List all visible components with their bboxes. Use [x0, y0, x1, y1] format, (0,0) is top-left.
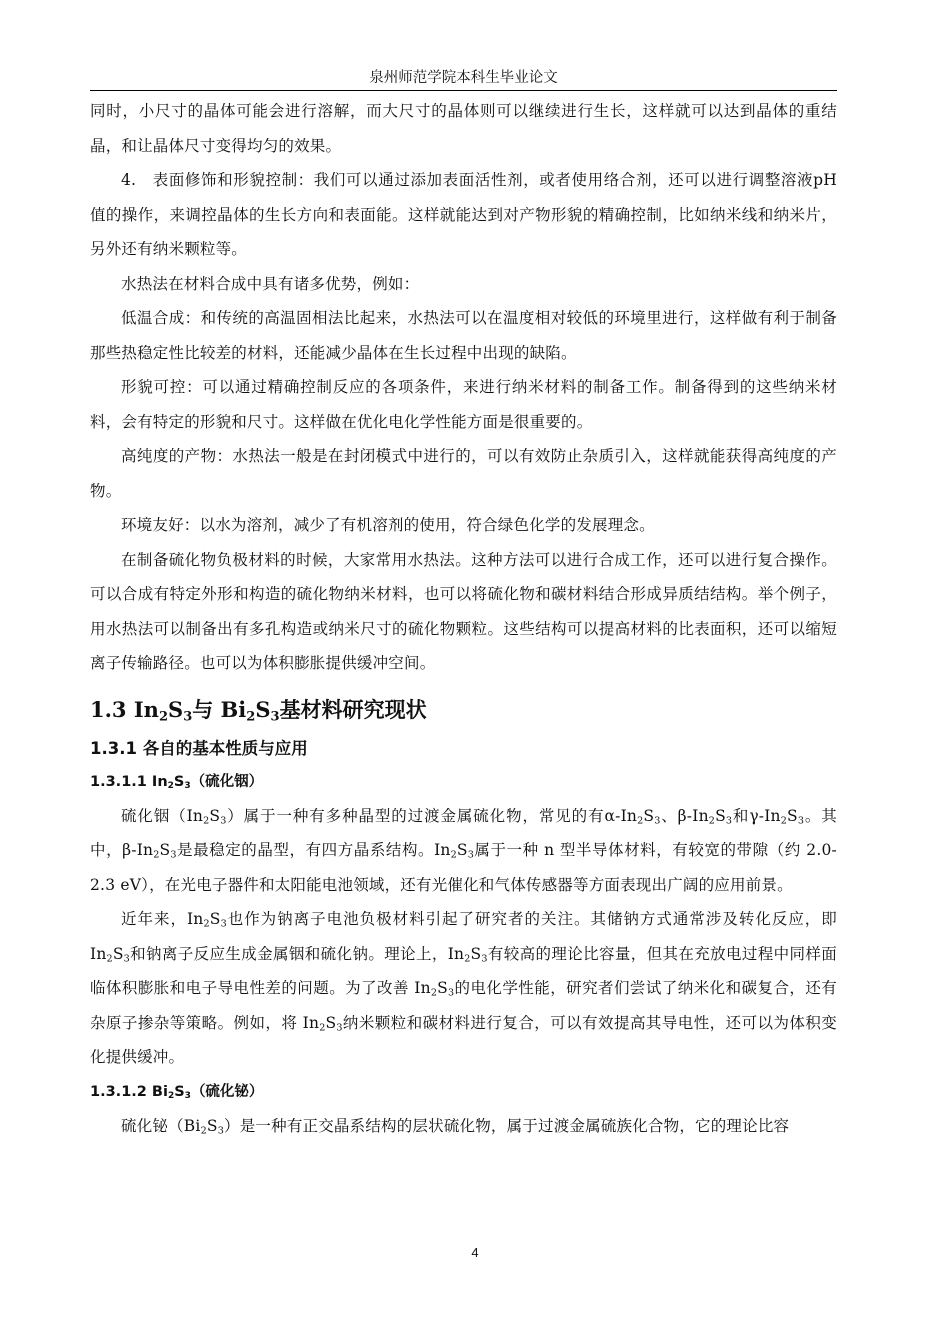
page-number: 4 [471, 1245, 479, 1260]
heading-text: 1.3.1.2 Bi [90, 1083, 168, 1100]
subscript: 3 [654, 814, 661, 826]
subscript: 3 [183, 708, 193, 724]
text-run: 的电化学性能，研究者们尝试了纳米化和碳复合，还有杂原子掺杂等策略。例如，将 In [90, 979, 837, 1032]
text-run: ）是一种有正交晶系结构的层状硫化物，属于过渡金属硫族化合物，它的理论比容 [224, 1116, 790, 1135]
subscript: 3 [184, 780, 191, 791]
text-run: 。其中，β-In [90, 806, 837, 859]
subscript: 2 [246, 708, 256, 724]
paragraph: 水热法在材料合成中具有诸多优势，例如： [121, 274, 420, 293]
text-run: S [470, 944, 482, 963]
text-run: S [209, 910, 221, 928]
subscript: 2 [153, 849, 160, 861]
text-run: S [437, 979, 448, 997]
subscript: 2 [780, 814, 788, 826]
subscript: 3 [217, 1124, 225, 1136]
subscript: 2 [319, 1021, 326, 1033]
text-run: 硫化铋（Bi [121, 1116, 201, 1135]
heading-text: 1.3.1.1 In [90, 773, 168, 790]
text-run: S [715, 806, 726, 825]
paragraph: 高纯度的产物：水热法一般是在封闭模式中进行的，可以有效防止杂质引入，这样就能获得高纯度的产物。 [90, 447, 837, 500]
text-run: 近年来，In [121, 910, 204, 928]
heading-text: In [133, 696, 159, 722]
subscript: 3 [220, 814, 227, 826]
heading-text: （硫化铋） [190, 1083, 264, 1100]
subscript: 3 [220, 918, 227, 930]
paragraph: 环境友好：以水为溶剂，减少了有机溶剂的使用，符合绿色化学的发展理念。 [121, 516, 655, 534]
heading-text: 基材料研究现状 [279, 696, 427, 722]
text-run: S [112, 944, 124, 963]
subscript: 2 [167, 1090, 175, 1101]
text-run: 属于一种 n 型半导体材料，有较宽的带隙（约 2.0-2.3 eV），在光电子器件和太阳能电池领域，还有光催化和气体传感器等方面表现出广阔的应用前景。 [90, 841, 837, 894]
section-heading-1-3-1-2 [90, 1079, 837, 1105]
section-heading-1-3-1-1 [90, 769, 837, 795]
subscript: 2 [106, 952, 113, 964]
subscript: 3 [170, 849, 177, 861]
heading-text: 1.3 [90, 696, 134, 722]
text-run: 、β-In [660, 806, 709, 825]
paragraph [90, 902, 837, 1075]
subscript: 3 [481, 952, 488, 964]
heading-text: S [173, 773, 185, 790]
text-run: S [325, 1013, 337, 1032]
page-content [90, 94, 837, 1143]
heading-text: S [168, 696, 184, 722]
paragraph: 形貌可控：可以通过精确控制反应的各项条件，来进行纳米材料的制备工作。制备得到的这些纳米材料，会有特定的形貌和尺寸。这样做在优化电化学性能方面是很重要的。 [90, 378, 837, 431]
text-run: 硫化铟（In [121, 806, 204, 825]
paragraph [90, 799, 837, 903]
text-run: S [787, 806, 798, 825]
heading-text: S [255, 696, 271, 722]
subscript: 2 [430, 987, 438, 999]
text-run: ）属于一种有多种晶型的过渡金属硫化物，常见的有α-In [226, 806, 638, 825]
subscript: 3 [447, 987, 455, 999]
subscript: 2 [450, 849, 457, 861]
paragraph [90, 1109, 837, 1144]
subscript: 3 [336, 1021, 343, 1033]
section-heading-1-3-1: 1.3.1 各自的基本性质与应用 [90, 738, 308, 758]
subscript: 2 [203, 918, 210, 930]
heading-text: （硫化铟） [190, 773, 264, 790]
paragraph: 在制备硫化物负极材料的时候，大家常用水热法。这种方法可以进行合成工作，还可以进行复合操作。可以合成有特定外形和构造的硫化物纳米材料，也可以将硫化物和碳材料结合形成异质结结构。举个例子，用水热法可以制备出有多孔构造或纳米尺寸的硫化物颗粒。这些结构可以提高材料的比表面积，还可以缩短离子传输路径。也可以为体积膨胀提供缓冲空间。 [90, 550, 837, 672]
subscript: 3 [184, 1090, 191, 1101]
text-run: S [209, 806, 221, 825]
text-run: 和钠离子反应生成金属铟和硫化钠。理论上，In [129, 944, 465, 963]
subscript: 3 [467, 849, 475, 861]
heading-text: S [174, 1083, 185, 1100]
subscript: 2 [158, 708, 169, 724]
text-run: 也作为钠离子电池负极材料引起了研究者的关注。其储钠方式通常涉及转化反应，即 In [90, 910, 837, 963]
subscript: 2 [708, 814, 716, 826]
text-run: 纳米颗粒和碳材料进行复合，可以有效提高其导电性，还可以为体积变化提供缓冲。 [90, 1013, 838, 1066]
text-run: 有较高的理论比容量，但其在充放电过程中同样面临体积膨胀和电子导电性差的问题。为了改善 In [90, 944, 837, 997]
paragraph: 4. 表面修饰和形貌控制：我们可以通过添加表面活性剂，或者使用络合剂，还可以进行调整溶液pH 值的操作，来调控晶体的生长方向和表面能。这样就能达到对产物形貌的精确控制，比如纳米线和纳米片，另外还有纳米颗粒等。 [90, 171, 837, 258]
subscript: 2 [200, 1124, 207, 1136]
subscript: 2 [167, 780, 174, 791]
text-run: 是最稳定的晶型，有四方晶系结构。In [176, 841, 451, 859]
text-run: S [456, 841, 468, 859]
subscript: 2 [637, 814, 644, 826]
paragraph: 低温合成：和传统的高温固相法比起来，水热法可以在温度相对较低的环境里进行，这样做有利于制备那些热稳定性比较差的材料，还能减少晶体在生长过程中出现的缺陷。 [90, 309, 837, 362]
subscript: 3 [797, 814, 805, 826]
text-run: 和γ-In [732, 806, 781, 825]
page-header: 泉州师范学院本科生毕业论文 [90, 66, 837, 91]
section-heading-1-3 [90, 695, 837, 725]
text-run: S [206, 1116, 218, 1135]
subscript: 2 [464, 952, 471, 964]
subscript: 2 [203, 814, 210, 826]
subscript: 3 [725, 814, 733, 826]
heading-text: 与 Bi [192, 696, 247, 722]
subscript: 3 [123, 952, 130, 964]
text-run: S [643, 806, 655, 825]
text-run: S [159, 841, 171, 859]
paragraph: 同时，小尺寸的晶体可能会进行溶解，而大尺寸的晶体则可以继续进行生长，这样就可以达到晶体的重结晶，和让晶体尺寸变得均匀的效果。 [90, 102, 837, 155]
subscript: 3 [270, 708, 280, 724]
